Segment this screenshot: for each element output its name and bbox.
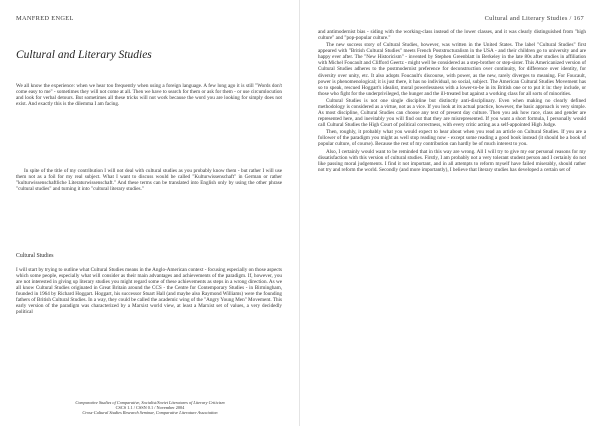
intro-paragraph-2-text: In spite of the title of my contribution I will not deal with cultural studies as you probably know them - but rather I will use them not as a foil for my real subject. What I want to discuss would be called "Kulturwissenschaft" in German or rather "kulturwissenschaftliche Literaturwissenschaft." And these terms can be translated into English only by using the other phrase "cultural studies" and turning it into "cultural literary studies."	[16, 168, 282, 193]
right-paragraph-4: Then, roughly, it probably what you would expect to hear about when you read an article on Cultural Studies. If you are a follower of the paradigm you might as well stop reading now - except some reading a good book instead (it should be a book of popular culture, of course). Because the rest of my contribution can hardly be of much interest to you.	[318, 129, 586, 148]
right-paragraph-1: and antimodernist bias - siding with the working-class instead of the lower classes, and it was clearly distinguished from "high culture" and "pop-popular culture."	[318, 29, 586, 42]
right-paragraph-3: Cultural Studies is not one single discipline but distinctly anti-disciplinary. Even when making no clearly defined methodology is considered as a virtue, not as a vice. If you look at its actual practice, however, the basic approach is very simple. As most discipline, Cultural Studies can choose any text of present day culture. Then you ask how race, class and gender are represented here, and inevitably you will find out that they are misrepresented. If you want a short formula, I personally would call Cultural Studies the High Court of political correctness, with every critic acting as a self-appointed High Judge.	[318, 97, 586, 129]
section-paragraph-text: I will start by trying to outline what Cultural Studies means in the Anglo-American context - focusing especially on those aspects which some people, especially what will consider as their main advantages and achievements of the paradigm. If, however, you are not interested in giving up literary studies you might regard some of these achievements as steps in a wrong direction. As we all know Cultural Studies originated in Great Britain around the CCS - the Centre for Contemporary Studies - in Birmingham, founded in 1964 by Richard Hoggart. Hoggart, his successor Stuart Hall (and maybe also Raymond Williams) were the founding fathers of British Cultural Studies. In a way, they could be called the academic wing of the "Angry Young Men" Movement. This early version of the paradigm was characterized by a Marxist world view, at least a Marxist set of values, a very decidedly political	[16, 267, 282, 316]
right-page-body	[318, 29, 586, 407]
intro-paragraph-2	[16, 168, 282, 193]
intro-paragraph-1	[16, 83, 282, 108]
right-paragraph-2: The new success story of Cultural Studies, however, was written in the United States. The label "Cultural Studies" first appeared with "British Cultural Studies" meets French Poststructuralism in the USA - and their children go to university and are happy ever after. The "New Historicism" - invented by Stephen Greenblatt in Berkeley in the late 80s after studies in affiliation with Michel Foucault and Clifford Geertz - might well be considered as a step-brother or step-sister. This Americanized version of Cultural Studies adheres to the postmodernist preference for deconstruction over continuity, for difference over identity, for diversity over unity, etc. It also adopts Foucault's discourse, with power, as the new, rarely diverges to meaning. For Foucault, power is phenomenological; it is just there, it has no individual, no social, subject. The American Cultural Studies Movement has so to speak, rescued Hoggart's idealist, moral powerlessness with a lower-to-be in its British one or to put it in: they include, or those who fight for the underprivileged, the hunger and the ill-treated but against a working class for all sorts of minorities.	[318, 42, 586, 97]
article-title: Cultural and Literary Studies	[16, 49, 152, 61]
right-paragraph-5: Also, I certainly would want to be reminded that in this way are wrong. All I will try to give my ear personal reasons for my dissatisfaction with this version of cultural studies. Firstly, I am probably not a very tolerant student person and I certainly do not like passing moral judgements. I find it not important, and in all attempts to reform myself have failed miserably, should rather not try and reform the world. Secondly (and more importantly), I believe that literary studies has developed a certain set of	[318, 148, 586, 173]
section-paragraph	[16, 267, 282, 395]
right-running-head: Cultural and Literary Studies / 167	[484, 15, 584, 22]
footer-line-3: Cross-Cultural Studies Research Seminar, Comparative Literature Association	[82, 410, 218, 415]
section-heading-cultural-studies: Cultural Studies	[16, 253, 54, 259]
right-page	[300, 0, 600, 426]
intro-paragraph-1-text: We all know the experience: when we hear too frequently when using a foreign language. A few long ago it is still "Words don't come easy to me" - sometimes they will not come at all. Then we have to search for them or ask for them - or use circumlocution and look for verbal detours. But sometimes all these tricks will not work because the word you are looking for simply does not exist. And exactly this is the dilemma I am facing.	[16, 83, 282, 108]
left-running-head: MANFRED ENGEL	[16, 15, 74, 22]
footer-line-2: CSCS 1.1 / CSSN 0.1 / November 2004	[115, 405, 185, 410]
footer-line-1: Comparative Studies of Comparative, Socialist/Soviet Literatures of Literary Criticism	[75, 400, 225, 405]
